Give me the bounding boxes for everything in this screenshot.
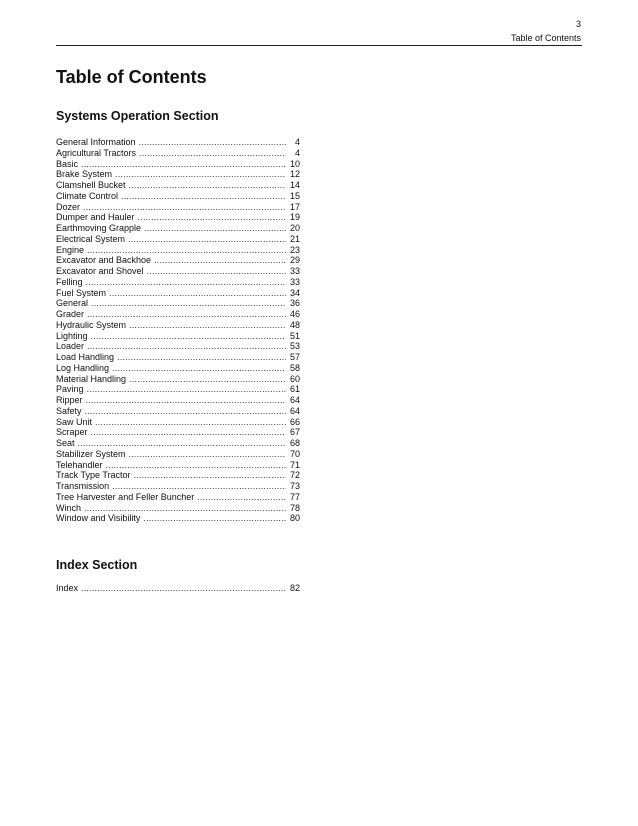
toc-entry-page-number: 61	[289, 384, 300, 395]
toc-entry-page-number: 72	[289, 470, 300, 481]
dot-leader	[87, 341, 286, 352]
toc-entry[interactable]	[56, 395, 300, 406]
toc-entry-title: Transmission	[56, 481, 110, 491]
toc-entry-page-number: 29	[289, 255, 300, 266]
toc-entry[interactable]	[56, 481, 300, 492]
toc-entry[interactable]	[56, 417, 300, 428]
toc-entry-title: General Information	[56, 137, 136, 147]
toc-entry-page-number: 4	[294, 137, 300, 147]
toc-entry-page-number: 77	[289, 491, 300, 502]
toc-entry-title: Winch	[56, 502, 82, 513]
section-heading-index: Index Section	[56, 558, 138, 572]
toc-entry-title: Window and Visibility	[56, 513, 141, 524]
toc-entry-title: Index	[56, 583, 79, 593]
toc-entry-title: Track Type Tractor	[56, 470, 131, 481]
dot-leader	[138, 212, 286, 223]
toc-entry-page-number: 33	[289, 266, 300, 276]
dot-leader	[83, 202, 286, 213]
toc-entry-title: Climate Control	[56, 190, 119, 201]
dot-leader	[84, 503, 286, 514]
toc-entry-page-number: 73	[289, 481, 300, 491]
toc-entry-title: Dozer	[56, 201, 81, 212]
toc-entry-title: Engine	[56, 244, 85, 255]
dot-leader	[117, 352, 286, 363]
toc-entry[interactable]	[56, 438, 300, 449]
toc-entry-page-number: 64	[289, 405, 300, 416]
dot-leader	[87, 245, 286, 256]
toc-entry-page-number: 23	[289, 244, 300, 255]
toc-entry[interactable]	[56, 288, 300, 299]
toc-entry-title: Basic	[56, 158, 79, 169]
dot-leader	[78, 438, 286, 449]
toc-entry-page-number: 80	[289, 513, 300, 524]
toc-entry-title: Load Handling	[56, 352, 115, 362]
toc-entry-title: Felling	[56, 276, 83, 287]
toc-entry[interactable]	[56, 331, 300, 342]
dot-leader	[154, 255, 286, 266]
toc-entry-page-number: 66	[289, 416, 300, 427]
toc-entry-page-number: 19	[289, 212, 300, 223]
dot-leader	[115, 169, 286, 180]
dot-leader	[129, 320, 286, 331]
dot-leader	[112, 481, 286, 492]
toc-entry-page-number: 70	[289, 448, 300, 459]
toc-entry[interactable]	[56, 320, 300, 331]
toc-entry-title: Paving	[56, 384, 84, 395]
toc-entry-page-number: 20	[289, 223, 300, 233]
page-number: 3	[575, 19, 581, 29]
toc-entry-page-number: 15	[289, 190, 300, 201]
dot-leader	[85, 406, 286, 417]
toc-entry-title: Excavator and Backhoe	[56, 255, 152, 266]
toc-entry-page-number: 71	[289, 459, 300, 470]
toc-entry-page-number: 51	[289, 330, 300, 341]
toc-entry[interactable]	[56, 309, 300, 320]
toc-entry-title: Safety	[56, 405, 82, 416]
toc-entry-title: Clamshell Bucket	[56, 180, 126, 190]
toc-entry-page-number: 14	[289, 180, 300, 190]
toc-list-index	[56, 583, 300, 594]
toc-entry-page-number: 68	[289, 438, 300, 448]
toc-entry[interactable]	[56, 202, 300, 213]
toc-entry[interactable]	[56, 255, 300, 266]
toc-entry-page-number: 17	[289, 201, 300, 212]
dot-leader	[87, 384, 286, 395]
dot-leader	[86, 277, 286, 288]
toc-entry[interactable]	[56, 169, 300, 180]
dot-leader	[197, 492, 286, 503]
dot-leader	[144, 223, 286, 234]
toc-entry[interactable]	[56, 492, 300, 503]
dot-leader	[95, 417, 286, 428]
toc-entry-page-number: 78	[289, 502, 300, 513]
toc-entry[interactable]	[56, 460, 300, 471]
header-rule	[56, 45, 582, 46]
toc-entry[interactable]	[56, 427, 300, 438]
toc-entry-page-number: 12	[289, 169, 300, 180]
toc-entry[interactable]	[56, 374, 300, 385]
toc-entry-title: Stabilizer System	[56, 448, 126, 459]
toc-entry-page-number: 10	[289, 158, 300, 169]
toc-entry-page-number: 53	[289, 341, 300, 352]
toc-entry[interactable]	[56, 148, 300, 159]
toc-entry[interactable]	[56, 341, 300, 352]
toc-entry-title: Seat	[56, 438, 75, 448]
toc-entry[interactable]	[56, 234, 300, 245]
dot-leader	[86, 395, 286, 406]
dot-leader	[91, 298, 286, 309]
toc-entry[interactable]	[56, 583, 300, 594]
toc-entry-page-number: 21	[289, 233, 300, 244]
dot-leader	[129, 449, 286, 460]
toc-entry[interactable]	[56, 384, 300, 395]
dot-leader	[81, 583, 286, 594]
toc-entry-title: Ripper	[56, 395, 83, 405]
toc-entry-page-number: 64	[289, 395, 300, 405]
toc-entry[interactable]	[56, 159, 300, 170]
toc-entry-title: Agricultural Tractors	[56, 147, 137, 158]
section-heading-systems-operation: Systems Operation Section	[56, 109, 219, 123]
toc-entry-title: Log Handling	[56, 362, 110, 373]
dot-leader	[139, 137, 286, 148]
toc-entry[interactable]	[56, 212, 300, 223]
toc-entry-title: Grader	[56, 309, 85, 319]
dot-leader	[129, 374, 286, 385]
toc-entry[interactable]	[56, 406, 300, 417]
toc-entry-title: Material Handling	[56, 373, 127, 384]
toc-entry[interactable]	[56, 449, 300, 460]
toc-entry[interactable]	[56, 363, 300, 374]
toc-entry-title: General	[56, 298, 89, 309]
toc-entry-page-number: 36	[289, 298, 300, 309]
toc-entry-page-number: 67	[289, 427, 300, 438]
toc-entry-title: Earthmoving Grapple	[56, 223, 142, 233]
toc-entry-page-number: 60	[289, 373, 300, 384]
toc-entry-title: Brake System	[56, 169, 113, 180]
toc-entry[interactable]	[56, 503, 300, 514]
toc-entry[interactable]	[56, 266, 300, 277]
toc-entry[interactable]	[56, 223, 300, 234]
toc-entry-title: Fuel System	[56, 287, 107, 298]
toc-entry-title: Excavator and Shovel	[56, 266, 144, 276]
dot-leader	[139, 148, 286, 159]
toc-entry[interactable]	[56, 245, 300, 256]
running-head: Table of Contents	[510, 33, 581, 43]
toc-entry-page-number: 46	[289, 309, 300, 319]
toc-entry-title: Saw Unit	[56, 416, 93, 427]
toc-entry[interactable]	[56, 191, 300, 202]
toc-entry[interactable]	[56, 352, 300, 363]
dot-leader	[109, 288, 286, 299]
toc-entry-page-number: 48	[289, 319, 300, 330]
toc-entry[interactable]	[56, 277, 300, 288]
toc-entry-title: Loader	[56, 341, 85, 352]
toc-entry-title: Lighting	[56, 330, 88, 341]
toc-entry[interactable]	[56, 298, 300, 309]
toc-entry-title: Tree Harvester and Feller Buncher	[56, 491, 195, 502]
dot-leader	[129, 180, 286, 191]
dot-leader	[121, 191, 286, 202]
toc-entry-title: Electrical System	[56, 233, 126, 244]
dot-leader	[128, 234, 286, 245]
toc-entry-title: Dumper and Hauler	[56, 212, 135, 223]
toc-entry-page-number: 57	[289, 352, 300, 362]
toc-entry-page-number: 33	[289, 276, 300, 287]
dot-leader	[91, 427, 286, 438]
toc-entry-page-number: 58	[289, 362, 300, 373]
toc-entry-page-number: 34	[289, 287, 300, 298]
dot-leader	[87, 309, 286, 320]
toc-entry-page-number: 4	[294, 147, 300, 158]
toc-entry-title: Telehandler	[56, 459, 103, 470]
dot-leader	[81, 159, 286, 170]
toc-entry[interactable]	[56, 180, 300, 191]
dot-leader	[134, 470, 286, 481]
dot-leader	[147, 266, 286, 277]
toc-list-systems-operation	[56, 137, 300, 524]
dot-leader	[91, 331, 286, 342]
toc-entry[interactable]	[56, 513, 300, 524]
toc-entry-title: Scraper	[56, 427, 88, 438]
toc-entry[interactable]	[56, 137, 300, 148]
dot-leader	[106, 460, 286, 471]
dot-leader	[112, 363, 286, 374]
page-title: Table of Contents	[56, 67, 207, 87]
dot-leader	[143, 513, 286, 524]
toc-entry[interactable]	[56, 470, 300, 481]
toc-entry-page-number: 82	[289, 583, 300, 593]
toc-entry-title: Hydraulic System	[56, 319, 127, 330]
